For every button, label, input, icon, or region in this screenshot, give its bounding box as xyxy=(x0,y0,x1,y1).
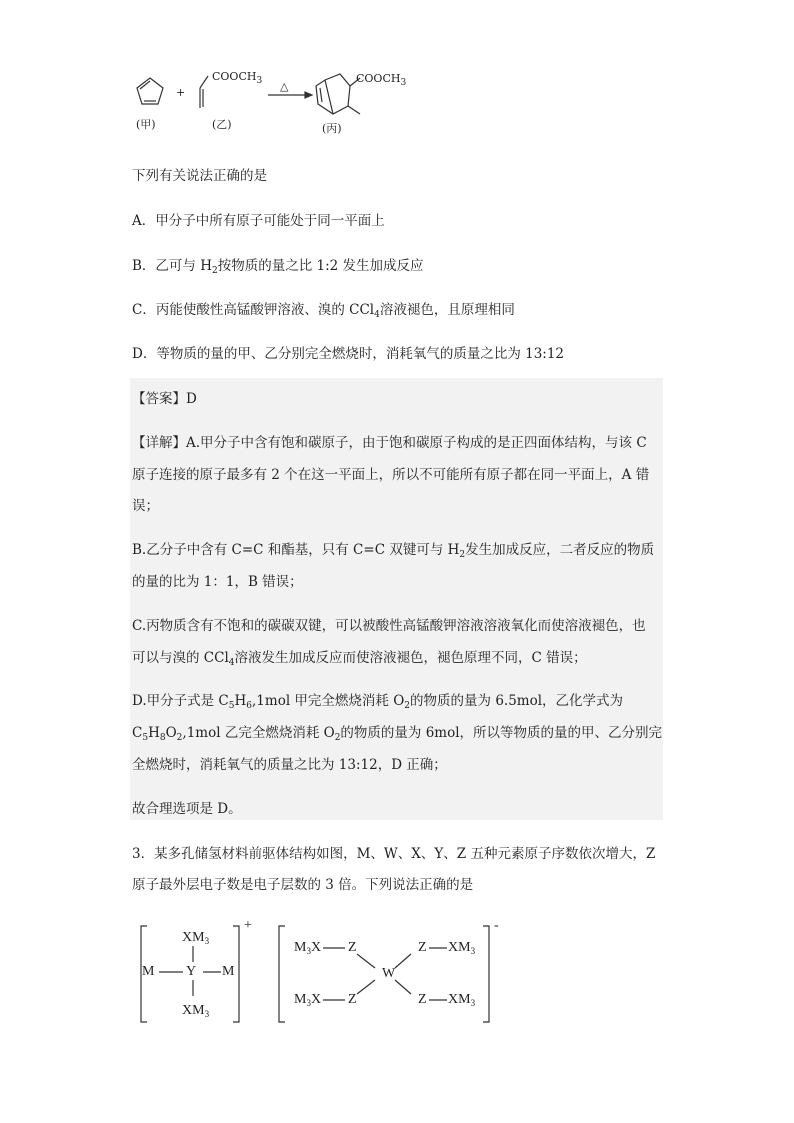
label-yi: (乙) xyxy=(212,118,232,131)
anion-bottom-left-group: $M_3X$ xyxy=(294,992,322,1008)
cation-center-y: Y xyxy=(186,964,197,979)
detail-b-line-2: 的量的比为 1：1，B 错误； xyxy=(132,574,303,590)
cation-bottom-group: $XM_3$ xyxy=(182,1003,210,1019)
norbornene-structure xyxy=(316,74,360,114)
anion-bottom-right-z: Z xyxy=(418,992,427,1007)
option-d: D．等物质的量的甲、乙分别完全燃烧时，消耗氧气的质量之比为 13:12 xyxy=(132,346,565,362)
detail-c-line-1: C.丙物质含有不饱和的碳碳双键，可以被酸性高锰酸钾溶液溶液氧化而使溶液褪色，也 xyxy=(132,618,646,634)
anion-top-left-group: $M_3X$ xyxy=(294,940,322,956)
cation-top-group: $XM_3$ xyxy=(182,930,210,946)
detail-line-1: 【详解】A.甲分子中含有饱和碳原子，由于饱和碳原子构成的是正四面体结构，与该 C xyxy=(132,435,647,451)
plus-sign: + xyxy=(176,86,186,99)
dienophile-structure xyxy=(200,76,208,108)
anion-bottom-right-group: $XM_3$ xyxy=(448,992,476,1008)
product-group: $COOCH_3$ xyxy=(356,72,407,88)
anion-center-w: W xyxy=(382,966,396,981)
option-c: C．丙能使酸性高锰酸钾溶液、溴的 CCl$_4$溶液褪色，且原理相同 xyxy=(132,302,515,320)
detail-b-line-1: B.乙分子中含有 C=C 和酯基，只有 C=C 双键可与 $H_2$发生加成反应，二者反应的物质 xyxy=(132,542,655,560)
detail-line-2: 原子连接的原子最多有 2 个在这一平面上，所以不可能所有原子都在同一平面上，A 错 xyxy=(132,467,650,483)
question-stem: 下列有关说法正确的是 xyxy=(132,168,267,184)
cyclopentadiene-structure xyxy=(137,78,163,104)
anion-top-right-group: $XM_3$ xyxy=(448,940,476,956)
q3-line-2: 原子最外层电子数是电子层数的 3 倍。下列说法正确的是 xyxy=(132,877,474,893)
detail-c-line-2: 可以与溴的 CCl$_4$溶液发生加成反应而使溶液褪色，褪色原理不同，C 错误； xyxy=(132,650,587,668)
anion-top-right-z: Z xyxy=(418,940,427,955)
detail-d-line-3: 全燃烧时，消耗氧气的质量之比为 13:12，D 正确； xyxy=(132,757,447,773)
label-bing: (丙) xyxy=(322,122,342,135)
option-b: B．乙可与 $H_2$按物质的量之比 1:2 发生加成反应 xyxy=(132,258,424,276)
cation-left-m: M xyxy=(142,964,155,979)
option-a: A．甲分子中所有原子可能处于同一平面上 xyxy=(132,213,385,229)
cation-charge: + xyxy=(244,918,252,933)
q3-line-1: 3．某多孔储氢材料前驱体结构如图，M、W、X、Y、Z 五种元素原子序数依次增大，Z xyxy=(132,846,656,862)
heat-symbol: △ xyxy=(280,80,289,93)
label-jia: (甲) xyxy=(136,118,156,131)
reaction-arrow xyxy=(268,92,312,98)
detail-line-3: 误； xyxy=(132,498,159,514)
answer-label: 【答案】D xyxy=(132,391,197,407)
detail-d-line-2: $C_5H_8O_2,1mol$ 乙完全燃烧消耗 $O_2$的物质的量为 6mol，所以等物质的量的甲、乙分别完 xyxy=(132,725,663,743)
anion-bottom-left-z: Z xyxy=(348,992,357,1007)
detail-d-line-1: D.甲分子式是 $C_5H_6,1mol$ 甲完全燃烧消耗 $O_2$的物质的量为 6.5mol，乙化学式为 xyxy=(132,693,624,711)
conclusion: 故合理选项是 D。 xyxy=(132,801,242,817)
anion-top-left-z: Z xyxy=(348,940,357,955)
anion-charge: - xyxy=(494,918,499,933)
cation-right-m: M xyxy=(222,964,235,979)
dienophile-group: $COOCH_3$ xyxy=(212,70,263,86)
